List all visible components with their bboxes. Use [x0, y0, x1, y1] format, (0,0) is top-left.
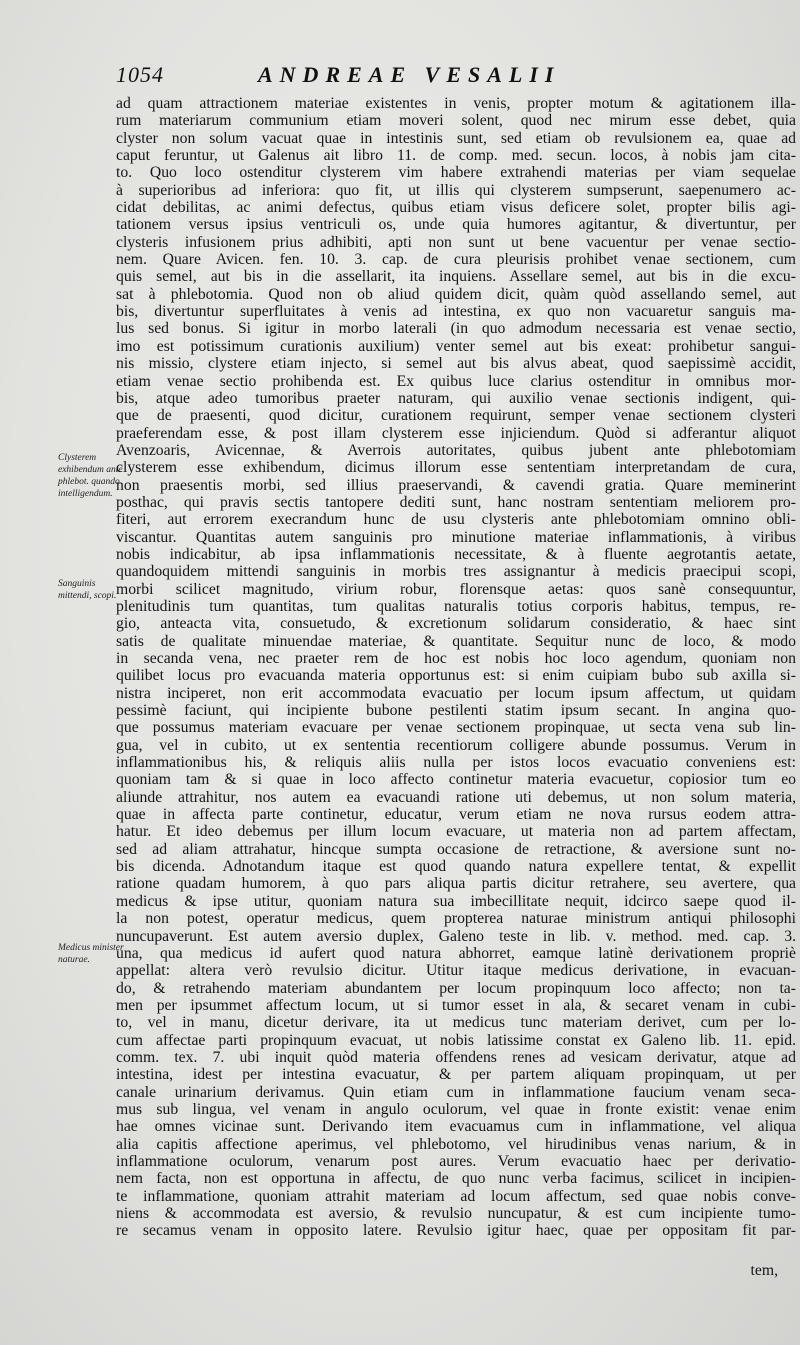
text-line: viscantur. Quantitas autem sanguinis pro minutione materiae inflammationis, à viribus	[116, 528, 796, 546]
text-line: canale urinarium derivamus. Quin etiam cum in inflammatione faucium venam seca-	[116, 1083, 796, 1101]
text-line: que de praesenti, quod dicitur, curationem requirunt, semper venae sectionem clysteri	[116, 407, 796, 425]
text-line: in secanda vena, nec praeter rem de hoc est nobis hoc loco agendum, quoniam non	[116, 650, 796, 667]
text-line: re secamus venam in opposito latere. Revulsio igitur haec, quae per oppositam fit par-	[116, 1222, 796, 1240]
text-line: clysterem esse exhibendum, dicimus illorum esse sententiam interpretandam de cura,	[116, 459, 796, 477]
text-line: te inflammatione, quoniam attrahit materiam ad locum affectum, sed quae nobis conve-	[116, 1187, 796, 1205]
text-line: lus sed bonus. Si igitur in morbo laterali (in quo admodum necessaria est venae sectio,	[116, 320, 796, 338]
text-line: quandoquidem mittendi sanguinis in morbis tres assignantur à medicis praecipui scopi,	[116, 563, 796, 581]
catchword: tem,	[750, 1262, 778, 1279]
text-line: morbi scilicet magnitudo, virium robur, florensque aetas: quos sanè consequuntur,	[116, 580, 796, 598]
text-line: tationem versus ipsius ventriculi os, unde quia humores agitantur, & divertuntur, per	[116, 216, 796, 234]
text-line: satis de qualitate minuendae materiae, & quantitate. Sequitur nunc de loco, & modo	[116, 632, 796, 650]
margin-note: Clysterem exhibendum ante phlebot. quando intelligendum.	[58, 453, 123, 499]
text-line: intestina, idest per intestina evacuatur, & per partem aliquam propinquam, ut per	[116, 1066, 796, 1084]
text-line: nobis indicabitur, ab ipsa inflammationis necessitate, & à fluente aegrotantis aetate,	[116, 545, 796, 563]
body-text	[116, 95, 796, 1240]
text-line: sat à phlebotomia. Quod non ob aliud quidem dicit, quàm quòd assellando semel, aut	[116, 285, 796, 303]
text-line: una, qua medicus id aufert quod natura abhorret, eamque latinè derivationem propriè	[116, 944, 796, 962]
text-line: nistra inciperet, non erit accommodata evacuatio per locum ipsum affectum, ut quidam	[116, 684, 796, 702]
text-line: nuncupaverunt. Est autem aversio duplex, Galeno teste in lib. v. method. med. cap. 3.	[116, 927, 796, 945]
text-line: niens & accommodata est aversio, & revulsio nuncupatur, & est cum incipiente tumo-	[116, 1205, 796, 1222]
text-line: to. Quo loco ostenditur clysterem vim habere extrahendi materias per viam sequelae	[116, 164, 796, 182]
text-line: gua, vel in cubito, ut ex sententia recentiorum colligere abunde possumus. Verum in	[116, 736, 796, 754]
text-line: quoniam tam & si quae in loco affecto continetur materia evacuetur, copiosior tum eo	[116, 771, 796, 789]
text-line: clysteris infusionem prius adhibiti, apti non sunt ut bene vacuentur per venae sectio-	[116, 233, 796, 251]
text-line: la non potest, operatur medicus, quem propterea naturae ministrum antiqui philosophi	[116, 910, 796, 928]
text-line: to, vel in manu, dicetur derivare, ita ut medicus tunc materiam derivet, cum per lo-	[116, 1014, 796, 1032]
text-line: rum materiarum communium etiam moveri solent, quod nec mirum esse debet, quia	[116, 112, 796, 130]
text-line: men per ipsummet affectum locum, ut si tumor esset in ala, & secaret venam in cubi-	[116, 996, 796, 1014]
text-line: do, & retrahendo materiam abundantem per locum propinquum loco affecto; non ta-	[116, 979, 796, 997]
text-line: quis semel, aut bis in die assellarit, ita inquiens. Assellare semel, aut bis in die excu-	[116, 268, 796, 286]
text-line: comm. tex. 7. ubi inquit quòd materia offendens renes ad vesicam derivatur, atque ad	[116, 1048, 796, 1066]
text-line: caput feruntur, ut Galenus ait libro 11. de comp. med. secun. locos, à nobis jam cita-	[116, 147, 796, 165]
running-head: ANDREAE VESALII	[258, 62, 561, 87]
text-line: posthac, qui pravis sectis tantopere dediti sunt, hanc nostram sententiam meliorem pro-	[116, 493, 796, 511]
text-line: imo est potissimum curationis auxilium) venter semel aut bis exeat: prohibetur sangui-	[116, 337, 796, 355]
text-line: cidat debilitas, ac animi defectus, quibus etiam visus deficere solet, propter bilis agi-	[116, 199, 796, 217]
text-line: clyster non solum vacuat quae in intestinis sunt, sed etiam ob revulsionem ea, quae ad	[116, 129, 796, 147]
text-line: nem. Quare Avicen. fen. 10. 3. cap. de cura pleurisis prohibet venae sectionem, cum	[116, 251, 796, 269]
text-line: nis missio, clystere etiam injecto, si semel aut bis alvus abeat, quod saepissimè accidit,	[116, 355, 796, 373]
text-line: sed ad aliam attrahatur, hincque sumpta occasione de retractione, & aversione sunt no-	[116, 840, 796, 858]
page-number: 1054	[116, 62, 164, 87]
text-line: mus sub lingua, vel venam in angulo oculorum, vel quae in fronte existit: venae enim	[116, 1100, 796, 1118]
text-line: appellat: altera verò revulsio dicitur. Utitur itaque medicus derivatione, in evacuan-	[116, 962, 796, 980]
text-line: aliunde attrahitur, nos autem ea evacuandi ratione uti debemus, ut non solum materia,	[116, 788, 796, 806]
text-line: nem facta, non est opportuna in affectu, de quo nunc verba facimus, scilicet in incipien-	[116, 1170, 796, 1188]
margin-note: Medicus minister naturae.	[58, 943, 124, 965]
text-line: pessimè faciunt, qui incipiente bubone pestilenti statim ipsum secant. In angina quo-	[116, 702, 796, 720]
text-line: quae in affecta parte continetur, educatur, verum etiam ne nova rursus eodem attra-	[116, 806, 796, 824]
text-line: fiteri, aut errorem execrandum hunc de usu clysteris ante phlebotomiam omnino obli-	[116, 511, 796, 529]
text-line: non praesentis morbi, sed illius praeservandi, & cavendi gratia. Quare meminerint	[116, 476, 796, 494]
text-line: bis, atque adeo tumoribus praeter naturam, qui auxilio venae sectionis indigent, qui-	[116, 389, 796, 407]
text-line: hae omnes vicinae sunt. Derivando item evacuamus cum in inflammatione, vel aliqua	[116, 1118, 796, 1136]
margin-note: Sanguinis mittendi, scopi.	[58, 579, 117, 601]
text-line: inflammatione oculorum, venarum post aures. Verum evacuatio haec per derivatio-	[116, 1152, 796, 1170]
page-header	[116, 62, 796, 90]
text-line: Avenzoaris, Avicennae, & Averrois autoritates, quibus jubent ante phlebotomiam	[116, 441, 796, 459]
text-line: hatur. Et ideo debemus per illum locum evacuare, ut materia non ad partem affectam,	[116, 823, 796, 841]
text-line: ratione quadam humorem, à quo pars aliqua partis dicitur retrahere, seu avertere, qua	[116, 875, 796, 893]
text-line: gio, anteacta vita, consuetudo, & excretionum solidarum consideratio, & haec sint	[116, 615, 796, 633]
text-line: à superioribus ad inferiora: quo fit, ut illis qui clysterem sumpserunt, saepenumero ac-	[116, 181, 796, 199]
text-line: inflammationibus his, & reliquis aliis nulla per istos locos evacuatio conveniens est:	[116, 754, 796, 772]
text-line: quilibet locus pro evacuanda materia opportunus est: si enim cuipiam bubo sub axilla si-	[116, 667, 796, 685]
text-line: plenitudinis tum quantitas, tum qualitas naturalis totius corporis habitus, tempus, re-	[116, 597, 796, 615]
text-line: medicus & ipse utitur, quoniam natura sua imbecillitate nequit, idcirco saepe quod il-	[116, 892, 796, 910]
text-line: etiam venae sectio prohibenda est. Ex quibus luce clarius ostenditur in omnibus mor-	[116, 372, 796, 390]
text-line: ad quam attractionem materiae existentes in venis, propter motum & agitationem illa-	[116, 95, 796, 112]
text-line: alia capitis affectione aperimus, vel phlebotomo, vel hirudinibus venas narium, & in	[116, 1135, 796, 1153]
text-line: bis, divertuntur superfluitates à venis ad intestina, ex quo non vacuaretur sanguis ma-	[116, 303, 796, 321]
text-line: praeferendam esse, & post illam clysterem esse injiciendum. Quòd si adferantur aliquot	[116, 424, 796, 442]
text-line: cum affectae parti propinquum evacuat, ut nobis latissime constat ex Galeno lib. 11. epid.	[116, 1031, 796, 1049]
text-line: que possumus materiam evacuare per venae sectionem propinquae, ut secta vena sub lin-	[116, 719, 796, 737]
text-line: bis dicenda. Adnotandum itaque est quod quando natura expellere tentat, & expellit	[116, 858, 796, 876]
